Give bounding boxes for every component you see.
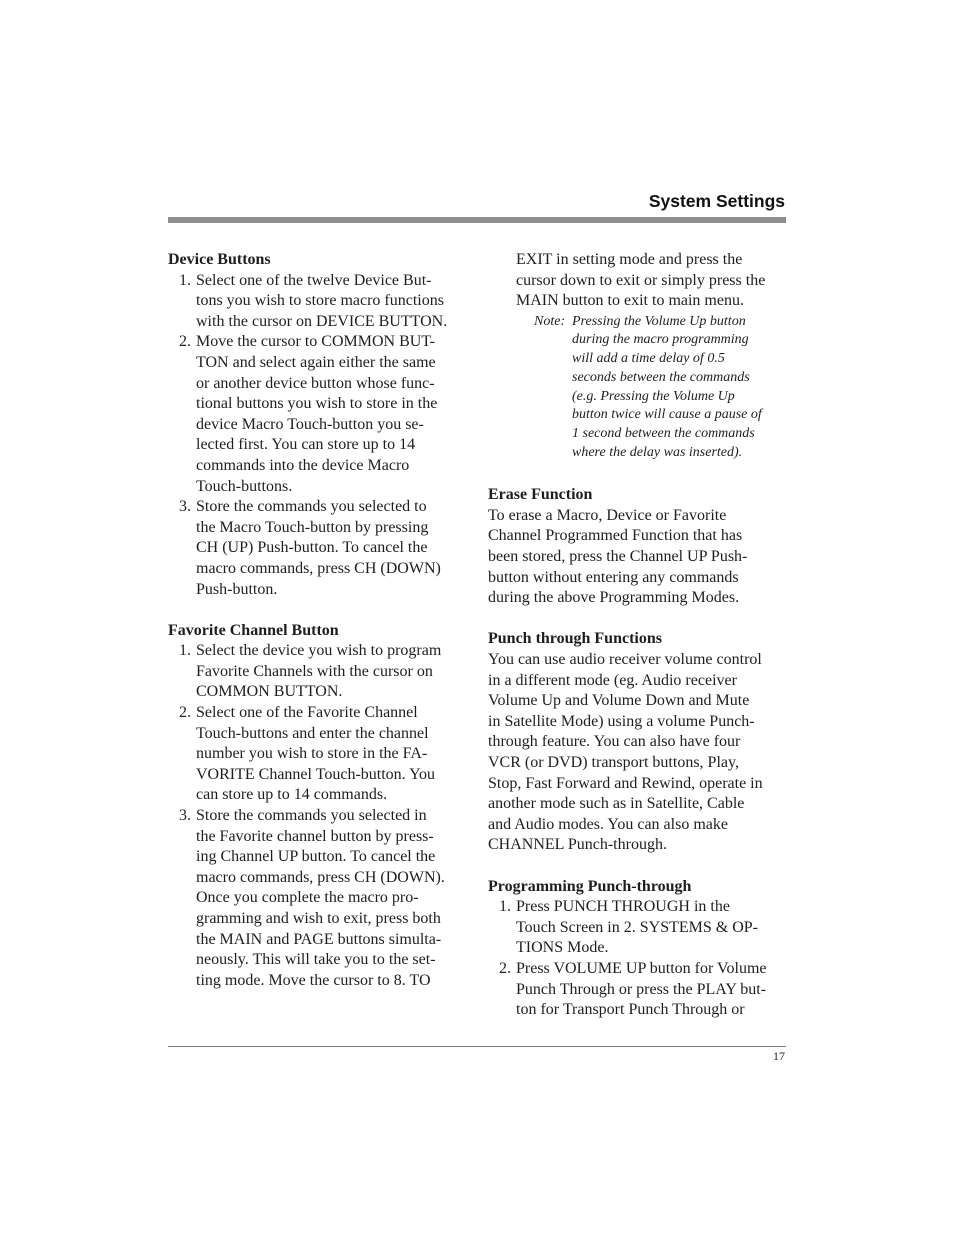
text-line: gramming and wish to exit, press both xyxy=(196,910,441,927)
text-line: been stored, press the Channel UP Push- xyxy=(488,548,748,566)
text-line: Move the cursor to COMMON BUT- xyxy=(196,333,435,351)
text-line: through feature. You can also have four xyxy=(488,733,741,751)
item-number: 3. xyxy=(179,807,191,825)
right-column xyxy=(488,250,788,1021)
text-line: Once you complete the macro pro- xyxy=(196,889,419,907)
text-line: the Macro Touch-button by pressing xyxy=(196,518,429,536)
note-line: seconds between the commands xyxy=(572,369,750,385)
list-item xyxy=(168,497,468,600)
note-label: Note: xyxy=(534,313,566,329)
list-item xyxy=(168,271,468,333)
punch-through-paragraph xyxy=(488,650,788,856)
note-block xyxy=(488,313,788,463)
page-number: 17 xyxy=(773,1049,785,1063)
text-line: and Audio modes. You can also make xyxy=(488,815,728,833)
note-line: where the delay was inserted). xyxy=(572,444,743,460)
page-title: System Settings xyxy=(648,191,785,211)
item-number: 1. xyxy=(499,898,511,916)
text-line: tons you wish to store macro functions xyxy=(196,292,444,310)
section-heading-programming-punch-through: Programming Punch-through xyxy=(488,877,692,895)
footer-rule xyxy=(168,1046,786,1047)
text-line: ing Channel UP button. To cancel the xyxy=(196,848,436,866)
text-line: TON and select again either the same xyxy=(196,353,436,371)
text-line: or another device button whose func- xyxy=(196,374,435,392)
text-line: the Favorite channel button by press- xyxy=(196,827,434,845)
item-number: 2. xyxy=(179,704,191,722)
list-item xyxy=(488,897,788,959)
text-line: VCR (or DVD) transport buttons, Play, xyxy=(488,754,739,771)
section-heading-erase-function: Erase Function xyxy=(488,486,593,504)
text-line: Select one of the Favorite Channel xyxy=(196,704,418,722)
erase-paragraph xyxy=(488,506,788,609)
text-line: Select the device you wish to program xyxy=(196,642,442,660)
section-heading-punch-through: Punch through Functions xyxy=(488,630,662,648)
text-line: macro commands, press CH (DOWN) xyxy=(196,559,441,577)
text-line: Push-button. xyxy=(196,580,278,598)
text-line: cursor down to exit or simply press the xyxy=(516,271,766,289)
header-rule xyxy=(168,217,786,223)
text-line: macro commands, press CH (DOWN). xyxy=(196,868,445,886)
text-line: Touch-buttons and enter the channel xyxy=(196,724,429,742)
text-line: MAIN button to exit to main menu. xyxy=(516,292,744,310)
text-line: Favorite Channels with the cursor on xyxy=(196,662,433,680)
list-item xyxy=(168,703,468,806)
text-line: TIONS Mode. xyxy=(516,939,609,957)
item-number: 2. xyxy=(179,333,191,351)
text-line: ton for Transport Punch Through or xyxy=(516,1001,745,1019)
section-heading-favorite-channel: Favorite Channel Button xyxy=(168,621,339,639)
text-line: during the above Programming Modes. xyxy=(488,589,740,607)
text-line: Touch Screen in 2. SYSTEMS & OP- xyxy=(516,918,758,936)
note-line: during the macro programming xyxy=(572,332,749,348)
text-line: Volume Up and Volume Down and Mute xyxy=(488,692,750,710)
text-line: button without entering any commands xyxy=(488,568,739,586)
item-number: 2. xyxy=(499,959,511,977)
text-line: can store up to 14 commands. xyxy=(196,786,388,804)
text-line: with the cursor on DEVICE BUTTON. xyxy=(196,312,448,330)
text-line: Store the commands you selected in xyxy=(196,807,427,825)
text-line: EXIT in setting mode and press the xyxy=(516,251,743,268)
text-line: neously. This will take you to the set- xyxy=(196,951,436,969)
continuation-paragraph xyxy=(488,250,788,312)
text-line: number you wish to store in the FA- xyxy=(196,745,428,763)
text-line: Store the commands you selected to xyxy=(196,498,427,516)
text-line: the MAIN and PAGE buttons simulta- xyxy=(196,930,442,948)
section-heading-device-buttons: Device Buttons xyxy=(168,251,271,268)
text-line: Channel Programmed Function that has xyxy=(488,527,743,545)
list-item xyxy=(168,332,468,497)
item-number: 1. xyxy=(179,642,191,660)
list-item xyxy=(168,641,468,703)
text-line: To erase a Macro, Device or Favorite xyxy=(488,506,727,524)
item-number: 1. xyxy=(179,271,191,289)
note-line: button twice will cause a pause of xyxy=(572,407,762,423)
text-line: Select one of the twelve Device But- xyxy=(196,271,432,289)
text-line: another mode such as in Satellite, Cable xyxy=(488,795,745,813)
text-line: Press VOLUME UP button for Volume xyxy=(516,959,767,977)
text-line: ting mode. Move the cursor to 8. TO xyxy=(196,971,431,989)
item-number: 3. xyxy=(179,498,191,516)
list-item xyxy=(488,959,788,1021)
text-line: in a different mode (eg. Audio receiver xyxy=(488,671,737,689)
list-item xyxy=(168,806,468,991)
text-line: device Macro Touch-button you se- xyxy=(196,415,424,433)
text-line: CH (UP) Push-button. To cancel the xyxy=(196,539,428,557)
note-line: (e.g. Pressing the Volume Up xyxy=(572,388,735,404)
text-line: in Satellite Mode) using a volume Punch- xyxy=(488,712,755,730)
text-line: lected first. You can store up to 14 xyxy=(196,436,416,454)
left-column xyxy=(168,250,468,991)
text-line: CHANNEL Punch-through. xyxy=(488,836,667,854)
text-line: Press PUNCH THROUGH in the xyxy=(516,898,730,916)
text-line: COMMON BUTTON. xyxy=(196,683,343,701)
text-line: Punch Through or press the PLAY but- xyxy=(516,980,767,998)
note-line: Pressing the Volume Up button xyxy=(572,313,746,329)
text-line: VORITE Channel Touch-button. You xyxy=(196,765,436,783)
text-line: commands into the device Macro xyxy=(196,456,410,474)
text-line: tional buttons you wish to store in the xyxy=(196,395,438,413)
text-line: Touch-buttons. xyxy=(196,477,293,495)
note-line: 1 second between the commands xyxy=(572,425,755,441)
text-line: You can use audio receiver volume control xyxy=(488,651,762,669)
note-line: will add a time delay of 0.5 xyxy=(572,351,725,367)
text-line: Stop, Fast Forward and Rewind, operate in xyxy=(488,774,763,792)
